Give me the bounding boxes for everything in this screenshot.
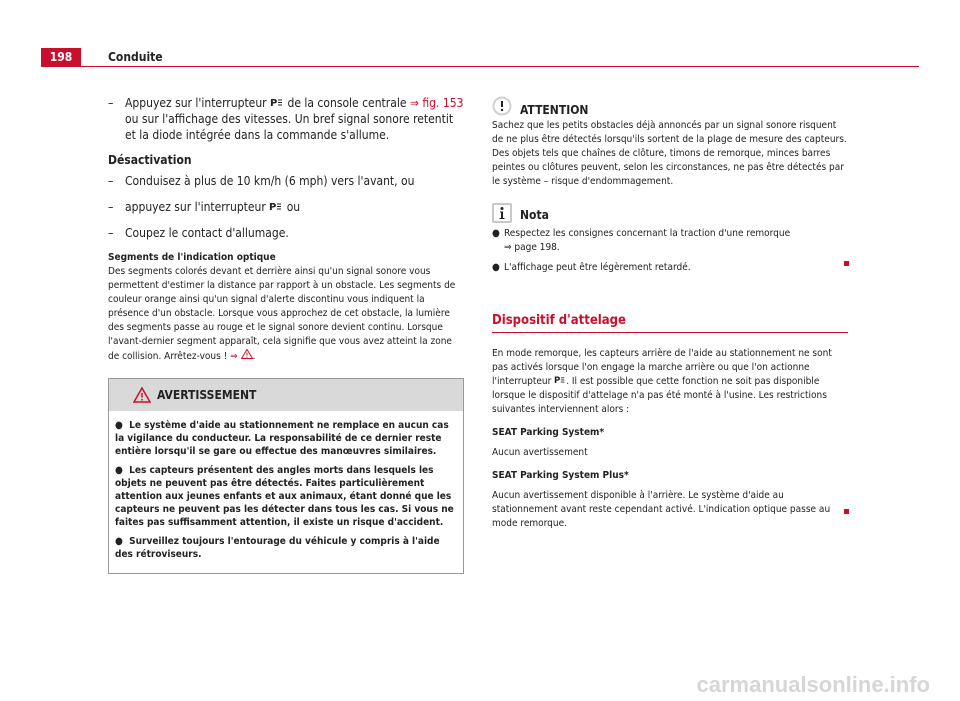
warning-link[interactable] bbox=[230, 351, 252, 362]
dash: – bbox=[108, 200, 114, 214]
nota-text: L'affichage peut être légèrement retardé. bbox=[504, 262, 691, 273]
dash: – bbox=[108, 174, 114, 188]
system2-text: Aucun avertissement disponible à l'arrière. Le système d'aide au stationnement avant reste cependant activé. L'indication optique passe au mode remorque. bbox=[492, 490, 831, 529]
activation-step bbox=[108, 95, 464, 143]
optical-text: Des segments colorés devant et derrière ainsi qu'un signal sonore vous permettent d'estimer la distance par rapport à un obstacle. Les segments de couleur orange ainsi qu'un signal d'alerte discontinu vous indiquent la présence d'un obstacle. Lorsque vous approchez de cet obstacle, la lumière des segments passe au rouge et le signal sonore devient continu. Lorsque l'avant-dernier segment apparaît, cela signifie que vous avez atteint la zone de collision. Arrêtez-vous ! bbox=[108, 266, 456, 362]
deactivation-step bbox=[108, 199, 464, 215]
para-text: En mode remorque, les capteurs arrière de l'aide au stationnement ne sont pas activés lorsque l'on engage la marche arrière ou que l'on actionne l'interrupteur bbox=[492, 348, 832, 387]
dash: – bbox=[108, 96, 114, 110]
dash: – bbox=[108, 226, 114, 240]
nota-header bbox=[492, 203, 848, 223]
system1-title: SEAT Parking System* bbox=[492, 427, 605, 438]
info-icon bbox=[492, 203, 512, 223]
page-number: 198 bbox=[41, 48, 81, 66]
attention-icon bbox=[492, 96, 512, 116]
step-text: Conduisez à plus de 10 km/h (6 mph) vers l'avant, ou bbox=[125, 174, 415, 188]
end-marker bbox=[844, 261, 849, 266]
warning-header bbox=[109, 379, 463, 411]
step-text: appuyez sur l'interrupteur bbox=[125, 200, 270, 214]
end-marker bbox=[844, 509, 849, 514]
attention-title: ATTENTION bbox=[520, 103, 589, 117]
deactivation-step bbox=[108, 173, 464, 189]
para-text: . Il est possible que cette fonction ne soit pas disponible lorsque le dispositif d'attelage n'a pas été monté à l'usine. Les restrictions suivantes interviennent alors : bbox=[492, 376, 827, 415]
header-divider bbox=[41, 66, 919, 67]
nota-item bbox=[492, 261, 848, 275]
step-text: de la console centrale bbox=[284, 96, 410, 110]
warning-item-text: Surveillez toujours l'entourage du véhicule y compris à l'aide des rétroviseurs. bbox=[115, 536, 440, 560]
warning-item: ● Surveillez toujours l'entourage du véhicule y compris à l'aide des rétroviseurs. bbox=[115, 536, 440, 560]
bullet-dot: ● bbox=[492, 228, 500, 239]
deactivation-step bbox=[108, 225, 464, 241]
optical-heading: Segments de l'indication optique bbox=[108, 252, 276, 263]
nota-title: Nota bbox=[520, 208, 549, 222]
nota-item bbox=[492, 227, 848, 255]
step-text: ou sur l'affichage des vitesses. Un bref signal sonore retentit et la diode intégrée dans la commande s'allume. bbox=[125, 112, 454, 142]
attention-header bbox=[492, 95, 848, 117]
page-link[interactable]: ⇒ page 198. bbox=[504, 242, 560, 253]
optical-paragraph: Des segments colorés devant et derrière ainsi qu'un signal sonore vous permettent d'estimer la distance par rapport à un obstacle. Les segments de couleur orange ainsi qu'un signal d'alerte discontinu vous indiquent la présence d'un obstacle. Lorsque vous approchez de cet obstacle, la lumière des segments passe au rouge et le signal sonore devient continu. Lorsque l'avant-dernier segment apparaît, cela signifie que vous avez atteint la zone de collision. Arrêtez-vous ! ⇒ . bbox=[108, 266, 456, 362]
page-title: Conduite bbox=[108, 50, 163, 64]
warning-item-text: Les capteurs présentent des angles morts dans lesquels les objets ne peuvent pas être détectés. Faites particulièrement attention aux jeunes enfants et aux animaux, étant donné que les capteurs ne peuvent pas les détecter dans tous les cas. Si vous ne faites pas suffisamment attention, il existe un risque d'accident. bbox=[115, 465, 454, 528]
left-column bbox=[108, 95, 464, 574]
section-paragraph bbox=[492, 347, 848, 417]
right-column bbox=[492, 95, 848, 531]
nota-text: Respectez les consignes concernant la traction d'une remorque bbox=[504, 228, 791, 239]
section-title: Dispositif d'attelage bbox=[492, 313, 848, 333]
deactivation-heading: Désactivation bbox=[108, 153, 192, 167]
park-assist-switch-icon bbox=[270, 97, 284, 107]
system2-title: SEAT Parking System Plus* bbox=[492, 470, 629, 481]
step-text: Appuyez sur l'interrupteur bbox=[125, 96, 271, 110]
watermark: carmanualsonline.info bbox=[696, 672, 930, 697]
svg-text:P: P bbox=[269, 202, 277, 211]
warning-title: AVERTISSEMENT bbox=[157, 388, 257, 402]
warning-item-text: Le système d'aide au stationnement ne remplace en aucun cas la vigilance du conducteur. La responsabilité de ce dernier reste entière lorsqu'il se gare ou effectue des manœuvres similaires. bbox=[115, 420, 449, 457]
step-text: Coupez le contact d'allumage. bbox=[125, 226, 289, 240]
warning-item: ● Le système d'aide au stationnement ne remplace en aucun cas la vigilance du conducteur. La responsabilité de ce dernier reste entière lorsqu'il se gare ou effectue des manœuvres similaires. bbox=[115, 420, 449, 457]
warning-item: ● Les capteurs présentent des angles morts dans lesquels les objets ne peuvent pas être détectés. Faites particulièrement attention aux jeunes enfants et aux animaux, étant donné que les capteurs ne peuvent pas les détecter dans tous les cas. Si vous ne faites pas suffisamment attention, il existe un risque d'accident. bbox=[115, 465, 454, 528]
step-text: ou bbox=[283, 200, 301, 214]
attention-text: Sachez que les petits obstacles déjà annoncés par un signal sonore risquent de ne plus être détectés lorsqu'ils sortent de la plage de mesure des capteurs. Des objets tels que chaînes de clôture, timons de remorque, minces barres peintes ou clôtures peuvent, selon les circonstances, ne pas être détectés par le système – risque d'endommagement. bbox=[492, 120, 847, 187]
warning-triangle-icon bbox=[241, 349, 253, 359]
figure-link[interactable]: ⇒ fig. 153 bbox=[409, 96, 464, 110]
warning-body bbox=[109, 411, 463, 573]
park-assist-switch-icon bbox=[554, 375, 566, 384]
system1-text: Aucun avertissement bbox=[492, 447, 588, 458]
warning-box bbox=[108, 378, 464, 574]
warning-triangle-icon bbox=[133, 387, 151, 403]
ref-arrow: ⇒ bbox=[230, 351, 238, 362]
svg-text:P: P bbox=[554, 375, 561, 384]
svg-text:P: P bbox=[270, 98, 278, 107]
bullet-dot: ● bbox=[492, 262, 500, 273]
park-assist-switch-icon bbox=[269, 201, 283, 211]
